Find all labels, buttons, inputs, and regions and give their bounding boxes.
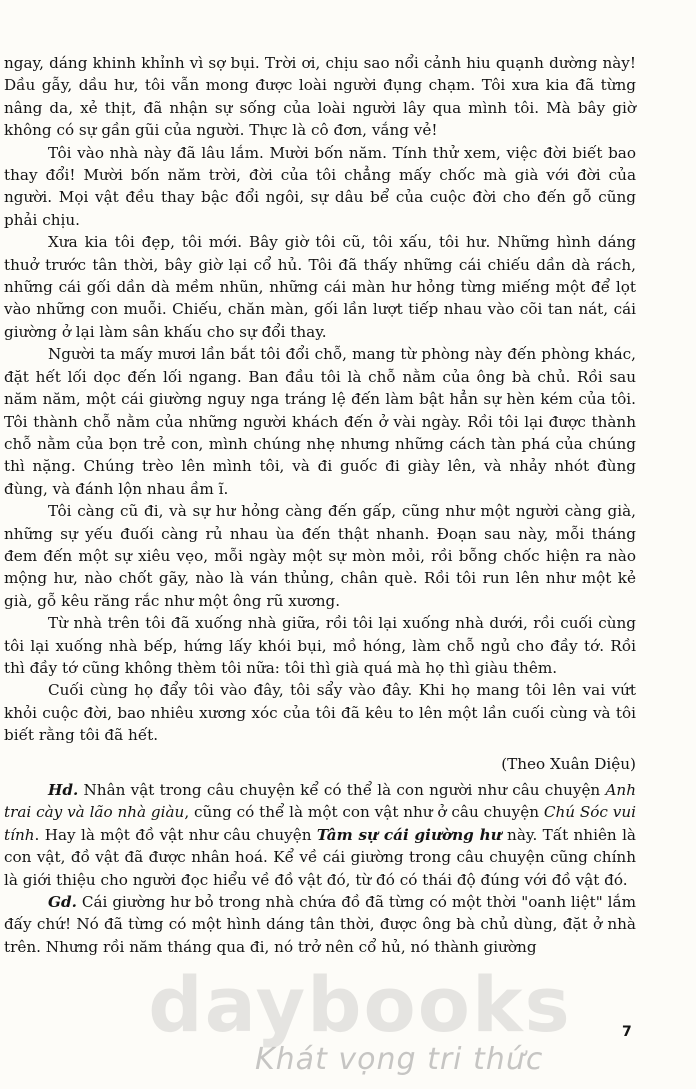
paragraph-1: ngay, dáng khinh khỉnh vì sợ bụi. Trời ơi, chịu sao nổi cảnh hiu quạnh dường này! Dầu gẫy, dầu hư, tôi vẫn mong được loài người đụng chạm. Tôi xưa kia đã từng nâng da, xẻ thịt, đã nhận sự sống của loài người lây qua mình tôi. Mà bây giờ không có sự gần gũi của người. Thực là cô đơn, vắng vẻ! — [4, 54, 636, 140]
answer-paragraph — [4, 891, 636, 958]
paragraph-3: Xưa kia tôi đẹp, tôi mới. Bây giờ tôi cũ, tôi xấu, tôi hư. Những hình dáng thuở trước tân thời, bây giờ lại cổ hủ. Tôi đã thấy những cái chiếu dần dà rách, những cái gối dần dà mềm nhũn, những cái màn hư hỏng từng miếng một để lọt vào những con muỗi. Chiếu, chăn màn, gối lần lượt tiếp nhau vào cõi tan nát, cái giường ở lại làm sân khấu cho sự đổi thay. — [4, 233, 636, 341]
hint-label: Hd. — [48, 781, 79, 799]
story-title-1: Anh trai cày và lão nhà giàu — [4, 781, 636, 822]
hint-text-1: Nhân vật trong câu chuyện kể có thể là con người như câu chuyện — [78, 781, 606, 799]
watermark-logo: daybooks — [148, 960, 572, 1049]
hint-paragraph — [4, 779, 636, 891]
watermark-slogan: Khát vọng tri thức — [255, 1042, 544, 1077]
paragraph-2: Tôi vào nhà này đã lâu lắm. Mười bốn năm. Tính thử xem, việc đời biết bao thay đổi! Mười bốn năm trời, đời của tôi chẳng mấy chốc mà già với đời của người. Mọi vật đều thay bậc đổi ngôi, sự dâu bể của cuộc đời cho đến gỗ cũng phải chịu. — [4, 143, 636, 229]
answer-label: Gd. — [48, 893, 77, 912]
hint-text-2: , cũng có thể là một con vật như ở câu chuyện — [184, 803, 544, 822]
page-number: 7 — [622, 1024, 632, 1040]
source-citation: (Theo Xuân Diệu) — [501, 754, 636, 773]
page-body — [4, 52, 636, 958]
paragraph-7: Cuối cùng họ đẩy tôi vào đây, tôi sẩy vào đây. Khi họ mang tôi lên vai vứt khỏi cuộc đời, bao nhiêu xương xóc của tôi đã kêu to lên một lần cuối cùng và tôi biết rằng tôi đã hết. — [4, 681, 636, 745]
hint-text-3: . Hay là một đồ vật như câu chuyện — [34, 825, 317, 844]
story-title-2: Chú Sóc vui tính — [4, 803, 636, 844]
paragraph-4: Người ta mấy mươi lần bắt tôi đổi chỗ, mang từ phòng này đến phòng khác, đặt hết lối dọc đến lối ngang. Ban đầu tôi là chỗ nằm của ông bà chủ. Rồi sau năm năm, một cái giường nguy nga tráng lệ đến làm bật hẳn sự hèn kém của tôi. Tôi thành chỗ nằm của những người khách đến ở vài ngày. Rồi tôi lại được thành chỗ nằm của bọn trẻ con, mình chúng nhẹ nhưng những cách tàn phá của chúng thì nặng. Chúng trèo lên mình tôi, và đi guốc đi giày lên, và nhảy nhót đùng đùng, và đánh lộn nhau ầm ĩ. — [4, 345, 636, 498]
story-title-3: Tâm sự cái giường hư — [316, 825, 502, 844]
answer-text: Cái giường hư bỏ trong nhà chứa đồ đã từng có một thời "oanh liệt" lắm đấy chứ! Nó đã từng có một hình dáng tân thời, được ông bà chủ dùng, đặt ở nhà trên. Nhưng rồi năm tháng qua đi, nó trở nên cổ hủ, nó thành giường — [4, 893, 636, 956]
paragraph-6: Từ nhà trên tôi đã xuống nhà giữa, rồi tôi lại xuống nhà dưới, rồi cuối cùng tôi lại xuống nhà bếp, hứng lấy khói bụi, mồ hóng, làm chỗ ngủ cho đầy tớ. Rồi thì đầy tớ cũng không thèm tôi nữa: tôi thì già quá mà họ thì giàu thêm. — [4, 614, 636, 677]
hint-text-4: này. Tất nhiên là con vật, đồ vật đã được nhân hoá. Kể về cái giường trong câu chuyện cũng chính là giới thiệu cho người đọc hiểu về đồ vật đó, từ đó có thái độ đúng với đồ vật đó. — [4, 825, 636, 889]
paragraph-5: Tôi càng cũ đi, và sự hư hỏng càng đến gấp, cũng như một người càng già, những sự yếu đuối càng rủ nhau ùa đến thật nhanh. Đoạn sau này, mỗi tháng đem đến một sự xiêu vẹo, mỗi ngày một sự mòn mỏi, rồi bỗng chốc hiện ra nào mộng hư, nào chốt gãy, nào là ván thủng, chân què. Rồi tôi run lên như một kẻ già, gỗ kêu răng rắc như một ông rũ xương. — [4, 502, 636, 610]
